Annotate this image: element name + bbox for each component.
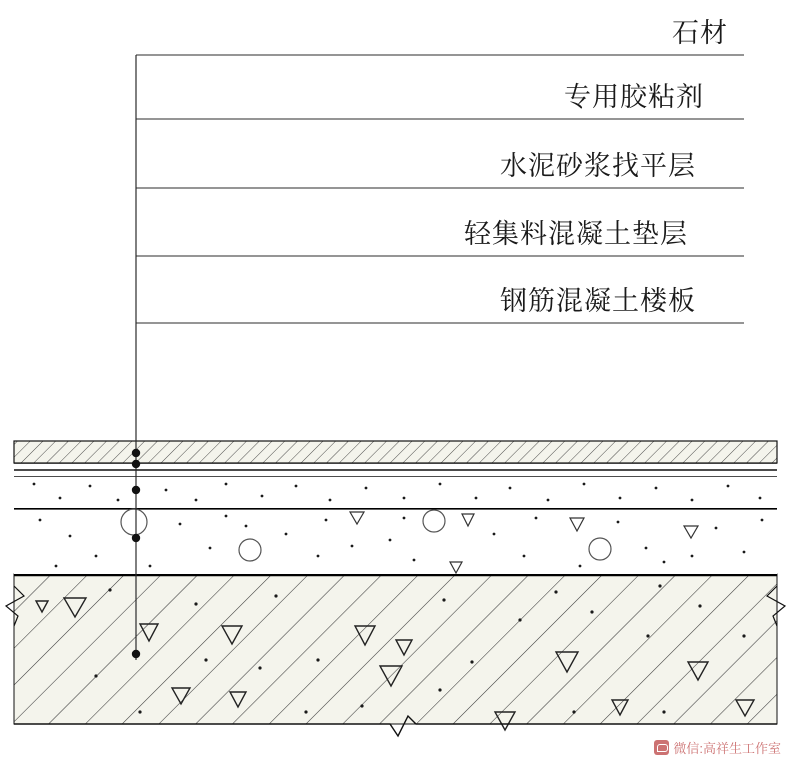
layer-cement-mortar-leveling: [14, 476, 777, 508]
layer-label-stone: 石材: [672, 18, 728, 48]
layer-label-mortar-leveling: 水泥砂浆找平层: [500, 151, 696, 181]
layer-lightweight-aggregate-concrete: [14, 508, 777, 574]
layer-stone-finish: [14, 441, 777, 463]
layer-label-adhesive: 专用胶粘剂: [564, 82, 704, 112]
watermark: [654, 738, 781, 757]
layer-special-adhesive: [14, 463, 777, 476]
layer-label-reinforced-slab: 钢筋混凝土楼板: [500, 286, 696, 316]
wechat-icon: [654, 740, 669, 755]
layer-reinforced-concrete-slab: [14, 574, 777, 730]
layer-label-lightweight-concrete: 轻集料混凝土垫层: [464, 219, 688, 249]
watermark-text: 微信:高祥生工作室: [673, 741, 781, 756]
